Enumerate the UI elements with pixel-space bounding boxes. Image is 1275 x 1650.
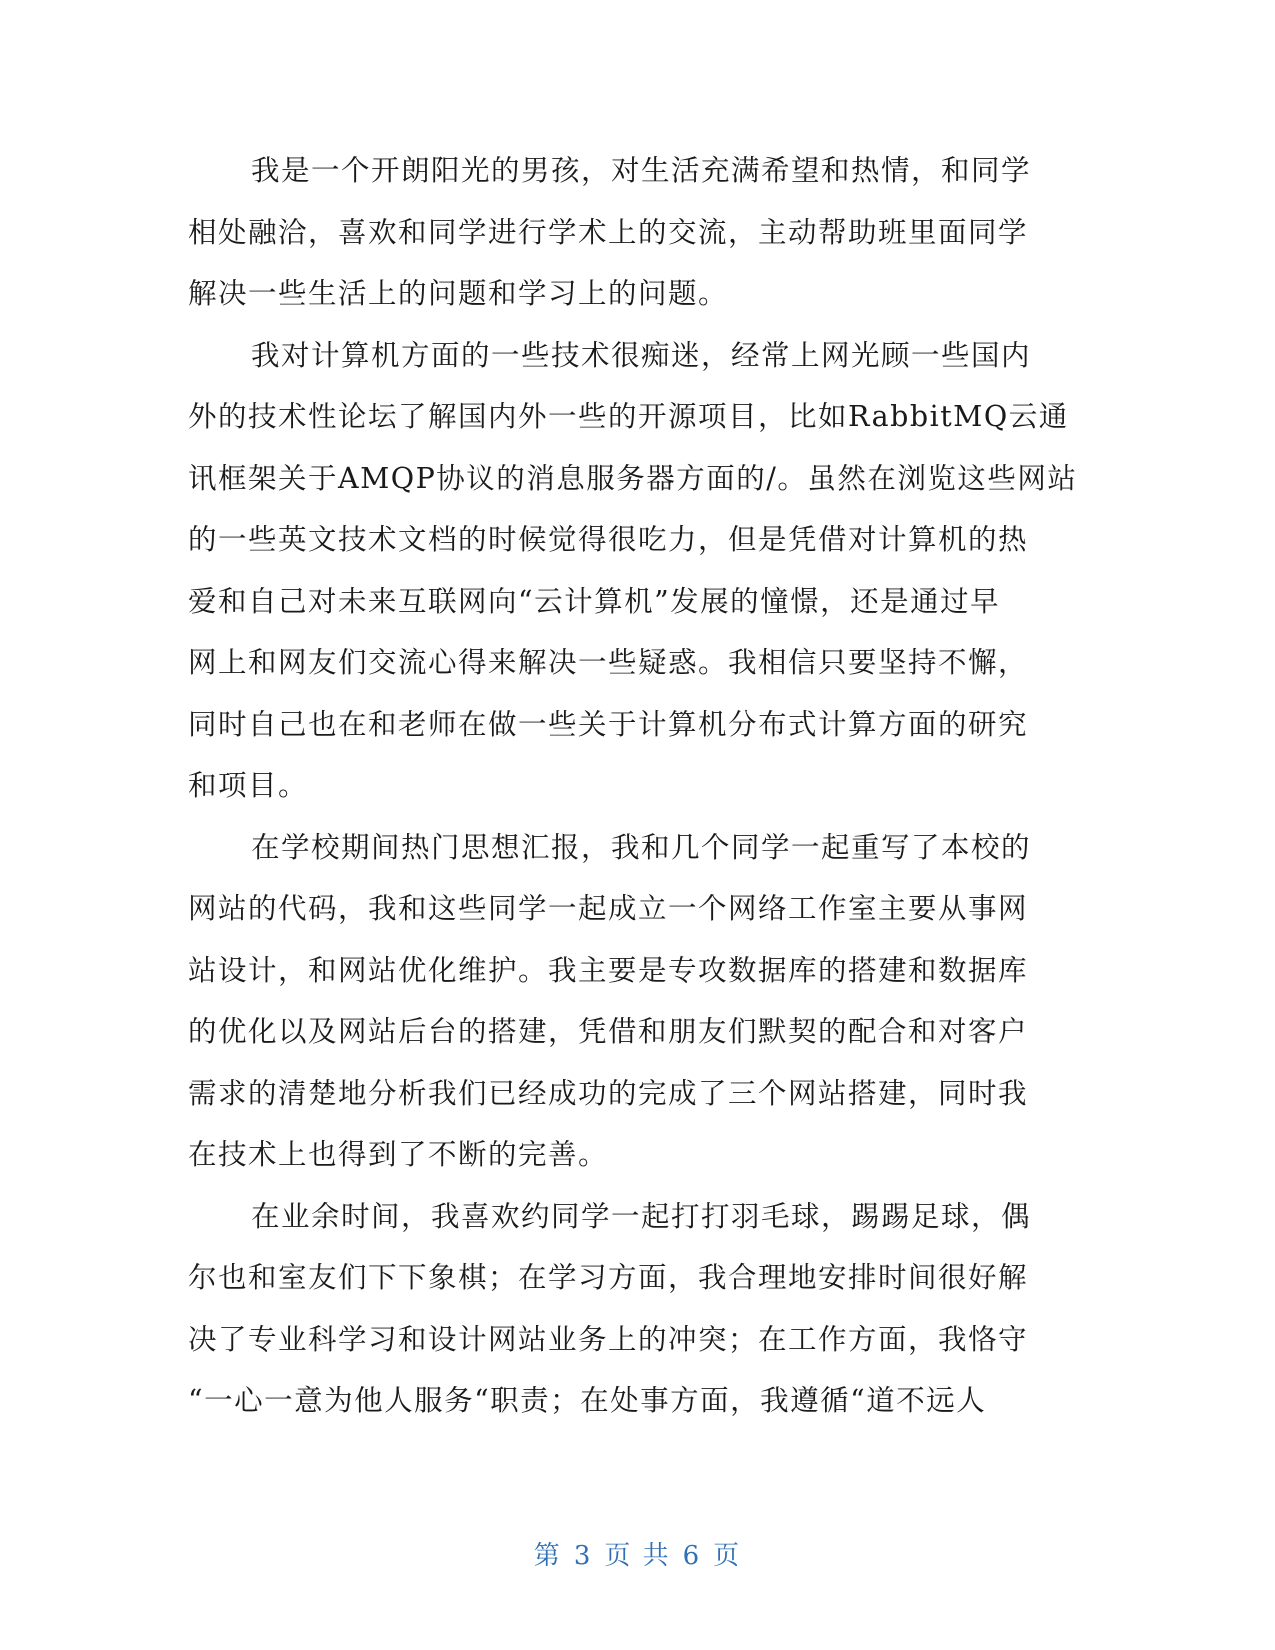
text-line: 的优化以及网站后台的搭建，凭借和朋友们默契的配合和对客户 [188, 1015, 1029, 1048]
total-pages-number: 6 [682, 1541, 702, 1571]
text-line: 讯框架关于AMQP协议的消息服务器方面的/。虽然在浏览这些网站 [188, 461, 1078, 495]
page-footer [0, 1535, 1275, 1572]
text-line: 解决一些生活上的问题和学习上的问题。 [188, 277, 729, 310]
text-line: 在业余时间，我喜欢约同学一起打打羽毛球，踢踢足球，偶 [251, 1199, 1032, 1233]
text-line: 的一些英文技术文档的时候觉得很吃力，但是凭借对计算机的热 [188, 523, 1029, 556]
paragraph-4 [188, 1186, 1093, 1432]
text-line: 在学校期间热门思想汇报，我和几个同学一起重写了本校的 [251, 830, 1032, 864]
text-line: 网站的代码，我和这些同学一起成立一个网络工作室主要从事网 [188, 892, 1029, 925]
text-line: 决了专业科学习和设计网站业务上的冲突；在工作方面，我恪守 [188, 1322, 1029, 1356]
text-line: 和项目。 [188, 769, 309, 802]
paragraph-3 [188, 817, 1093, 1186]
page-label-mid: 页 共 [604, 1541, 671, 1571]
text-line: “一心一意为他人服务“职责；在处事方面，我遵循“道不远人 [188, 1384, 987, 1417]
paragraph-2 [188, 325, 1093, 817]
text-line: 相处融洽，喜欢和同学进行学术上的交流，主动帮助班里面同学 [188, 215, 1029, 249]
text-line: 我对计算机方面的一些技术很痴迷，经常上网光顾一些国内 [251, 338, 1032, 372]
text-line: 站设计，和网站优化维护。我主要是专攻数据库的搭建和数据库 [188, 953, 1029, 987]
text-line: 网上和网友们交流心得来解决一些疑惑。我相信只要坚持不懈， [188, 646, 1029, 679]
text-line: 需求的清楚地分析我们已经成功的完成了三个网站搭建，同时我 [188, 1076, 1029, 1110]
text-line: 爱和自己对未来互联网向“云计算机”发展的憧憬，还是通过早 [188, 584, 1001, 618]
page-label-suffix: 页 [713, 1541, 742, 1571]
paragraph-1 [188, 140, 1093, 325]
text-line: 尔也和室友们下下象棋；在学习方面，我合理地安排时间很好解 [188, 1261, 1029, 1294]
body-text [188, 140, 1093, 1432]
text-line: 同时自己也在和老师在做一些关于计算机分布式计算方面的研究 [188, 707, 1029, 741]
text-line: 外的技术性论坛了解国内外一些的开源项目，比如RabbitMQ云通 [188, 400, 1069, 433]
current-page-number: 3 [573, 1541, 593, 1571]
text-line: 我是一个开朗阳光的男孩，对生活充满希望和热情，和同学 [251, 154, 1032, 187]
page-label-prefix: 第 [533, 1541, 562, 1571]
text-line: 在技术上也得到了不断的完善。 [188, 1138, 609, 1171]
